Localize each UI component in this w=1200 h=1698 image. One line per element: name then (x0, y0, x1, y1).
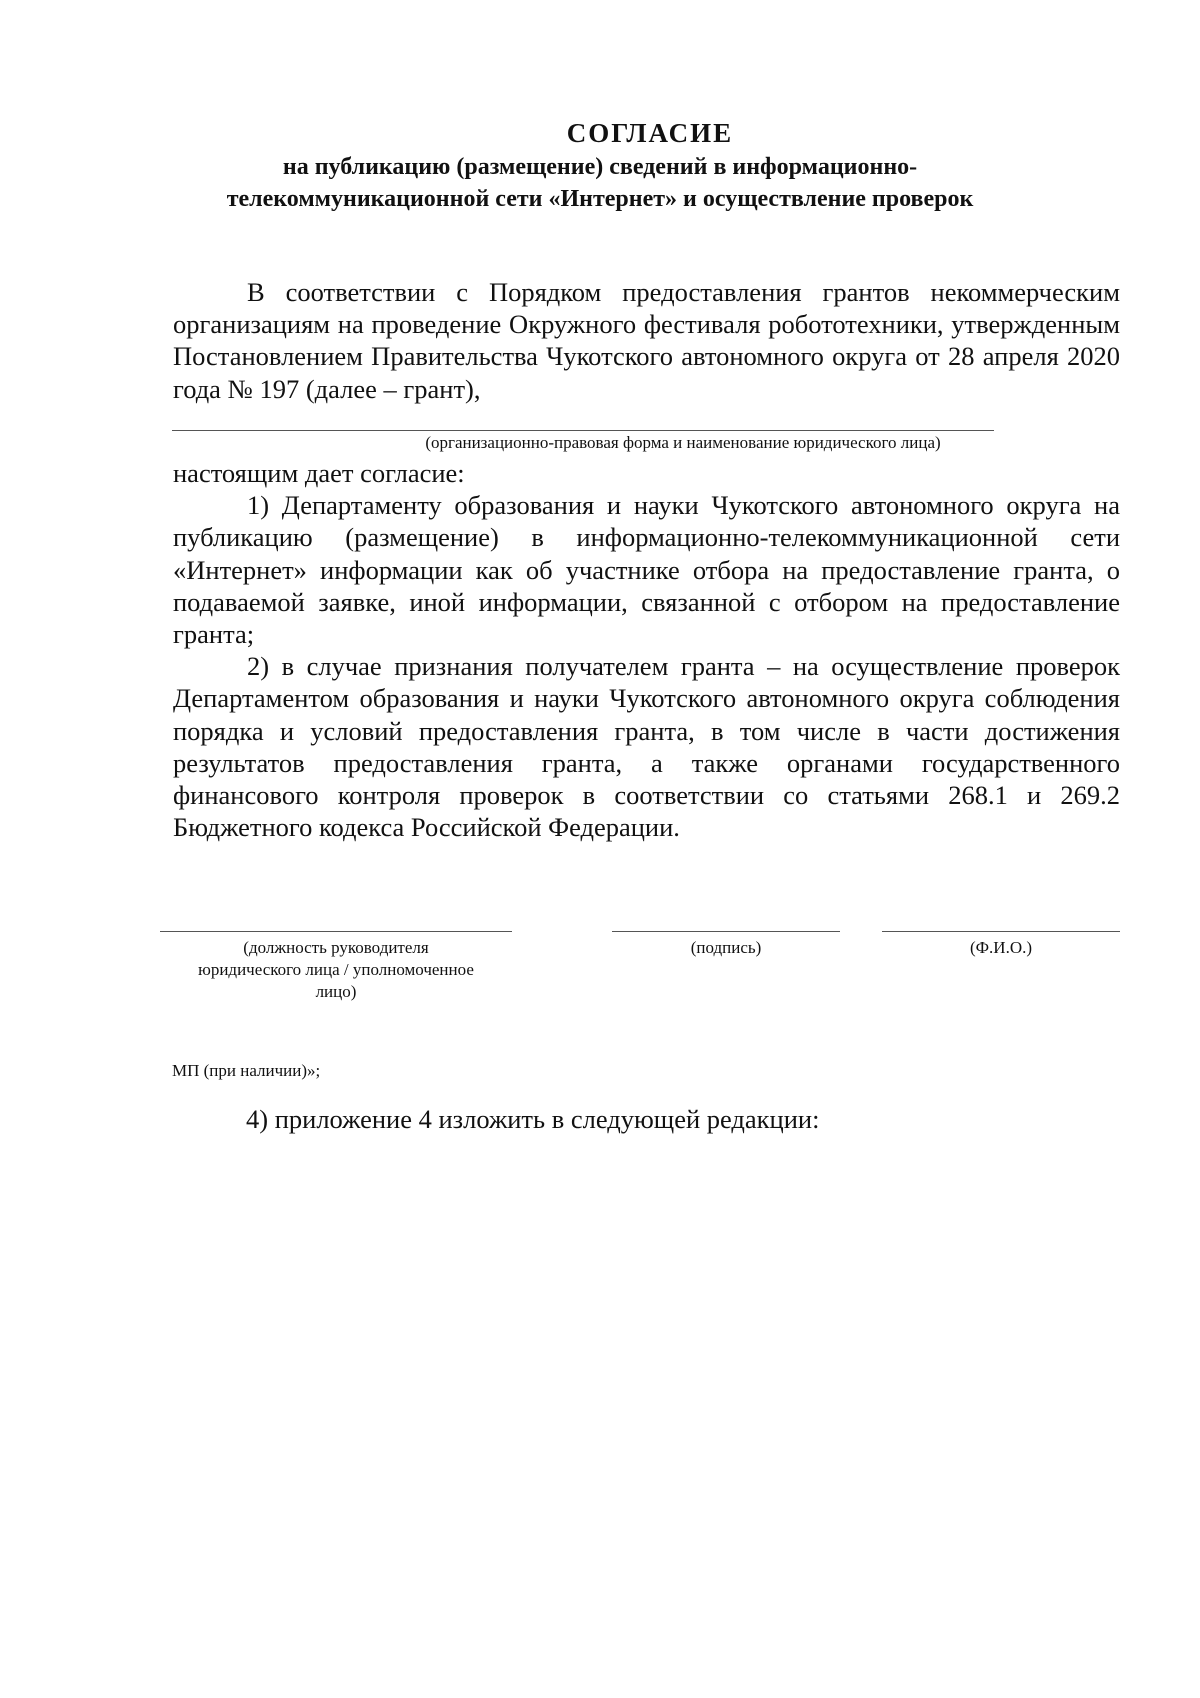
stamp-note: МП (при наличии)»; (172, 1061, 321, 1080)
closing-line: 4) приложение 4 изложить в следующей редакции: (246, 1104, 820, 1134)
position-caption-line-1: (должность руководителя (243, 938, 429, 957)
intro-paragraph: В соответствии с Порядком предоставления грантов некоммерческим организациям на проведение Окружного фестиваля робототехники, утвержденным Постановлением Правительства Чукотского автономного округа от 28 апреля 2020 года № 197 (далее – грант), (173, 277, 1120, 404)
position-caption-line-2: юридического лица / уполномоченное (198, 960, 474, 979)
position-caption-line-3: лицо) (315, 982, 357, 1001)
document-subtitle-line-2: телекоммуникационной сети «Интернет» и осуществление проверок (226, 186, 974, 212)
full-name-caption: (Ф.И.О.) (969, 938, 1033, 957)
position-caption (140, 937, 532, 1003)
position-signature-line[interactable] (160, 931, 512, 932)
organization-name-field[interactable] (172, 430, 994, 431)
consent-lead: настоящим дает согласие: (173, 458, 465, 488)
full-name-line[interactable] (882, 931, 1120, 932)
organization-field-caption: (организационно-правовая форма и наименование юридического лица) (425, 433, 941, 452)
consent-item-2: 2) в случае признания получателем гранта – на осуществление проверок Департаментом образования и науки Чукотского автономного округа соблюдения порядка и условий предоставления гранта, в том числе в части достижения результатов предоставления гранта, а также органами государственного финансового контроля проверок в соответствии со статьями 268.1 и 269.2 Бюджетного кодекса Российской Федерации. (173, 651, 1120, 843)
consent-item-1: 1) Департаменту образования и науки Чукотского автономного округа на публикацию (размещение) в информационно-телекоммуникационной сети «Интернет» информации как об участнике отбора на предоставление гранта, о подаваемой заявке, иной информации, связанной с отбором на предоставление гранта; (173, 490, 1120, 650)
consent-block (173, 457, 1120, 843)
document-title: СОГЛАСИЕ (566, 118, 734, 148)
signature-line[interactable] (612, 931, 840, 932)
intro-paragraph-block (173, 276, 1120, 405)
document-subtitle-line-1: на публикацию (размещение) сведений в информационно- (282, 154, 918, 180)
signature-caption: (подпись) (690, 938, 762, 957)
